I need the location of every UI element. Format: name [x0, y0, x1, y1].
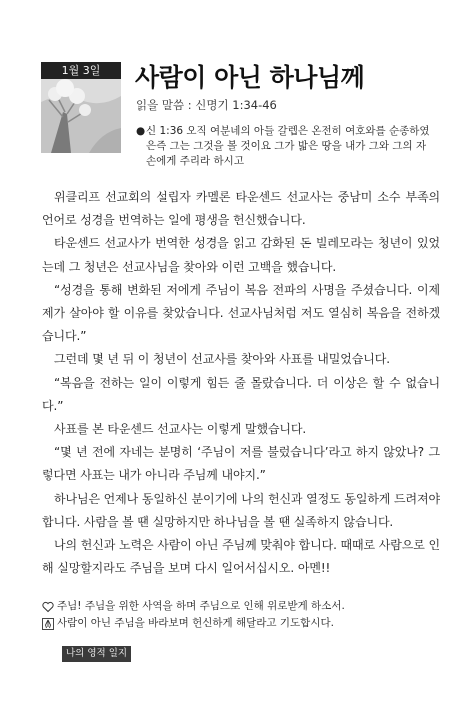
paragraph: 사표를 본 타운센드 선교사는 이렇게 말했습니다. — [54, 422, 307, 437]
prayer-line — [42, 615, 442, 632]
paragraph: 위클리프 선교회의 설립자 카멜론 타운센드 선교사는 중남미 소수 부족의 언어로 성경을 번역하는 일에 평생을 헌신했습니다. — [42, 190, 440, 228]
quote-paragraph: “성경을 통해 변화된 저에게 주님이 복음 전파의 사명을 주셨습니다. 이제 제가 살아야 할 이유를 찾았습니다. 선교사님처럼 저도 열심히 복음을 전하겠습니다.” — [42, 282, 440, 344]
devotional-body — [42, 186, 440, 580]
date-label: 1월 3일 — [41, 62, 121, 79]
praying-hands-icon — [42, 618, 54, 630]
paragraph: 타운센드 선교사가 번역한 성경을 읽고 감화된 돈 빌레모라는 청년이 있었는데 그 청년은 선교사님을 찾아와 이런 고백을 했습니다. — [42, 236, 440, 274]
journal-label: 나의 영적 일지 — [62, 646, 131, 662]
paragraph: 하나님은 언제나 동일하신 분이기에 나의 헌신과 열정도 동일하게 드려져야 합니다. 사람을 볼 땐 실망하지만 하나님을 볼 땐 실족하지 않습니다. — [42, 491, 440, 529]
page-title: 사람이 아닌 하나님께 — [135, 63, 365, 92]
prayer-text: 주님! 주님을 위한 사역을 하며 주님으로 인해 위로받게 하소서. — [57, 600, 345, 612]
prayer-section — [42, 598, 442, 632]
quote-paragraph: “복음을 전하는 일이 이렇게 힘든 줄 몰랐습니다. 더 이상은 할 수 없습니다.” — [42, 375, 440, 413]
prayer-text: 사람이 아닌 주님을 바라보며 헌신하게 해달라고 기도합시다. — [57, 617, 334, 629]
key-verse — [136, 124, 436, 169]
reading-reference: 읽을 말씀 : 신명기 1:34-46 — [136, 98, 277, 112]
key-verse-text: 신 1:36 오직 여분네의 아들 갈렙은 온전히 여호와를 순종하였은즉 그는 그것을 볼 것이요 그가 밟은 땅을 내가 그와 그의 자손에게 주리라 하시고 — [146, 125, 430, 167]
paragraph: 그런데 몇 년 뒤 이 청년이 선교사를 찾아와 사표를 내밀었습니다. — [54, 352, 390, 367]
heart-icon — [42, 601, 54, 613]
paragraph: 나의 헌신과 노력은 사람이 아닌 주님께 맞춰야 합니다. 때때로 사람으로 인해 실망할지라도 주님을 보며 다시 일어서십시오. 아멘!! — [42, 538, 440, 576]
quote-paragraph: “몇 년 전에 자네는 분명히 ‘주님이 저를 불렀습니다’라고 하지 않았나? 그렇다면 사표는 내가 아니라 주님께 내야지.” — [42, 445, 440, 483]
bullet-icon: ● — [136, 125, 146, 137]
prayer-line — [42, 598, 442, 615]
